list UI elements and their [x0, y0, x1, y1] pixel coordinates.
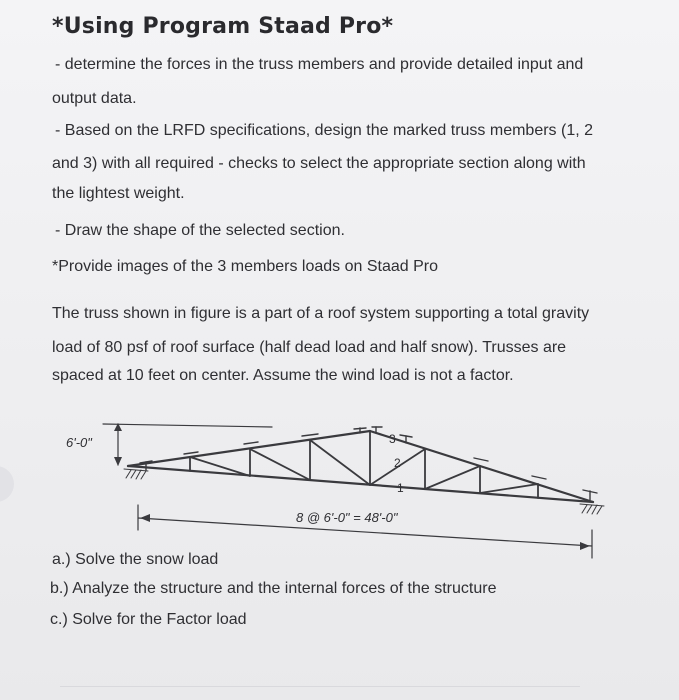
right-support: [580, 504, 604, 514]
member-label-1: 1: [397, 481, 404, 495]
instruction-line: the lightest weight.: [52, 185, 185, 202]
problem-line: The truss shown in figure is a part of a roof system supporting a total gravity: [52, 305, 590, 322]
instruction-line: - determine the forces in the truss members and provide detailed input and: [55, 56, 584, 73]
purlin-mark: [244, 442, 258, 444]
member-label-2: 2: [394, 456, 401, 470]
bottom-chord: [128, 466, 593, 502]
problem-line: spaced at 10 feet on center. Assume the wind load is not a factor.: [52, 367, 514, 384]
instruction-line: - Draw the shape of the selected section.: [55, 222, 345, 239]
truss-diagonal: [480, 484, 538, 493]
span-label: 8 @ 6'-0" = 48'-0": [296, 510, 398, 525]
purlin-mark: [474, 458, 488, 461]
problem-line: load of 80 psf of roof surface (half dead load and half snow). Trusses are: [52, 339, 567, 356]
span-arrow: [580, 542, 590, 550]
span-arrow: [140, 514, 150, 522]
dimension-ref-line: [103, 424, 272, 427]
task-line: b.) Analyze the structure and the internal forces of the structure: [50, 580, 497, 597]
purlin-mark: [532, 476, 546, 479]
page-title: *Using Program Staad Pro*: [52, 14, 394, 39]
instruction-line: *Provide images of the 3 members loads on Staad Pro: [52, 258, 438, 275]
task-line: a.) Solve the snow load: [52, 551, 219, 568]
instruction-line: - Based on the LRFD specifications, design the marked truss members (1, 2: [55, 122, 594, 139]
instruction-line: output data.: [52, 90, 137, 107]
divider: [60, 686, 580, 687]
truss-diagonal: [425, 466, 480, 489]
instruction-line: and 3) with all required - checks to select the appropriate section along with: [52, 155, 586, 172]
task-line: c.) Solve for the Factor load: [50, 611, 247, 628]
dimension-arrow: [114, 457, 122, 466]
left-support: [124, 469, 148, 479]
truss-diagonal: [310, 440, 370, 485]
purlin-mark: [184, 452, 198, 454]
purlin-mark: [302, 434, 318, 436]
member-label-3: 3: [389, 432, 396, 446]
top-chord-left: [128, 431, 370, 466]
height-label: 6'-0": [66, 435, 92, 450]
